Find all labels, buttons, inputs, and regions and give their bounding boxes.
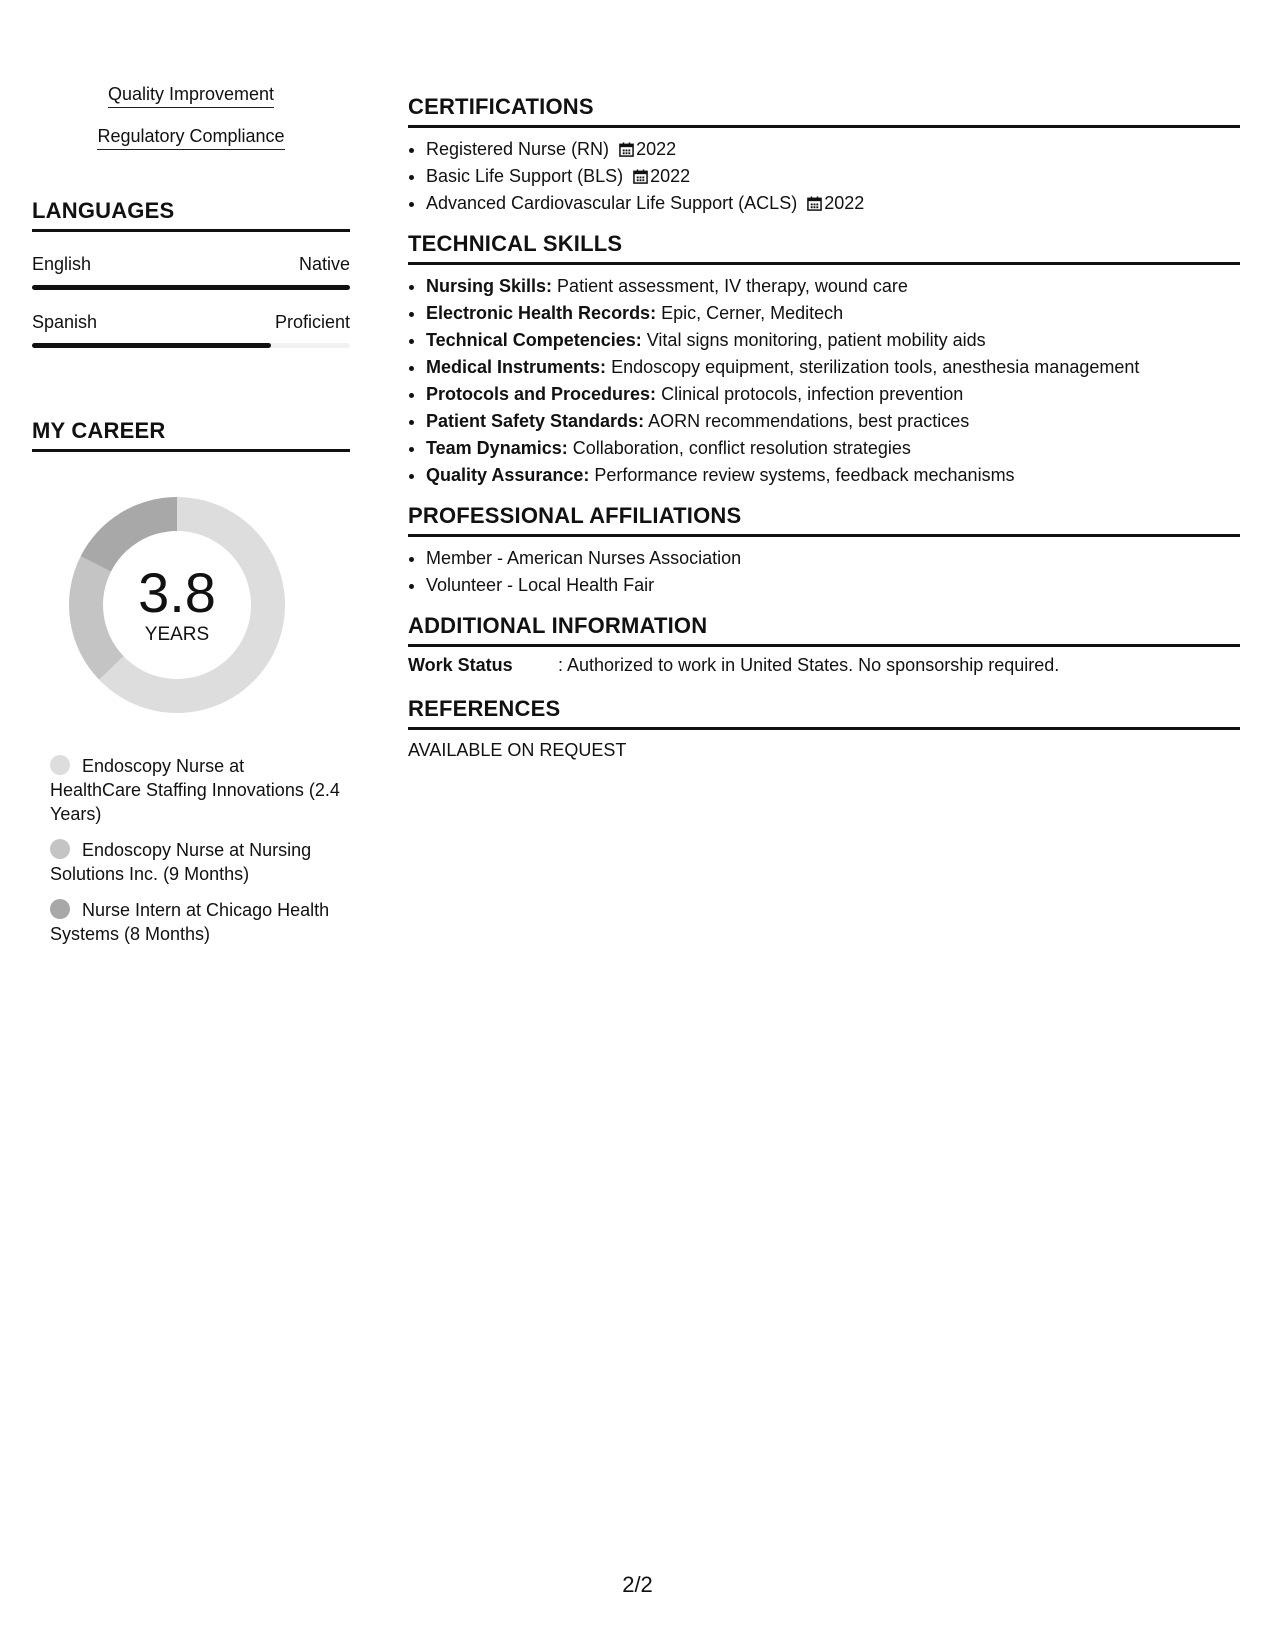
career-donut-chart (62, 490, 292, 720)
career-total-unit: YEARS (144, 624, 210, 645)
section-heading: LANGUAGES (32, 198, 350, 232)
references-section (408, 696, 1240, 761)
legend-dot (50, 755, 70, 775)
career-total-value: 3.8 (138, 561, 216, 624)
section-heading: CERTIFICATIONS (408, 94, 1240, 128)
affiliation-item: • Volunteer - Local Health Fair (426, 572, 1240, 599)
skill-item: • Electronic Health Records: Epic, Cerner, Meditech (426, 300, 1240, 327)
certification-item: • Advanced Cardiovascular Life Support (ACLS) 2022 (426, 190, 1240, 217)
language-item (32, 312, 350, 348)
language-bar (32, 343, 350, 348)
languages-section (32, 198, 350, 348)
legend-dot (50, 899, 70, 919)
skill-item: • Patient Safety Standards: AORN recommendations, best practices (426, 408, 1240, 435)
section-heading: TECHNICAL SKILLS (408, 231, 1240, 265)
work-status-value: : Authorized to work in United States. No sponsorship required. (558, 655, 1060, 675)
affiliations-section (408, 503, 1240, 599)
additional-info-section (408, 613, 1240, 676)
calendar-icon (807, 196, 822, 211)
certification-item: • Registered Nurse (RN) 2022 (426, 136, 1240, 163)
work-status-row (408, 655, 1240, 676)
language-bar (32, 285, 350, 290)
legend-item: Endoscopy Nurse at HealthCare Staffing Innovations (2.4 Years) (50, 756, 340, 824)
skill-item: • Nursing Skills: Patient assessment, IV therapy, wound care (426, 273, 1240, 300)
skill-tag: Quality Improvement (32, 84, 350, 108)
career-legend (50, 754, 340, 946)
language-item (32, 254, 350, 290)
calendar-icon (619, 142, 634, 157)
certification-item: • Basic Life Support (BLS) 2022 (426, 163, 1240, 190)
references-text: AVAILABLE ON REQUEST (408, 740, 627, 760)
affiliation-item: • Member - American Nurses Association (426, 545, 1240, 572)
section-heading: PROFESSIONAL AFFILIATIONS (408, 503, 1240, 537)
language-name: Spanish (32, 312, 98, 332)
section-heading: MY CAREER (32, 418, 350, 452)
certifications-section (408, 94, 1240, 217)
skill-item: • Medical Instruments: Endoscopy equipment, sterilization tools, anesthesia management (426, 354, 1240, 381)
skill-item: • Protocols and Procedures: Clinical protocols, infection prevention (426, 381, 1240, 408)
calendar-icon (633, 169, 648, 184)
skill-item: • Technical Competencies: Vital signs monitoring, patient mobility aids (426, 327, 1240, 354)
language-level: Native (298, 254, 350, 274)
left-column (32, 84, 350, 958)
language-bar-fill (32, 285, 350, 290)
language-name: English (32, 254, 92, 274)
page-number: 2/2 (622, 1572, 653, 1597)
skill-item: • Team Dynamics: Collaboration, conflict resolution strategies (426, 435, 1240, 462)
language-bar-fill (32, 343, 271, 348)
language-level: Proficient (274, 312, 350, 332)
career-section (32, 418, 350, 946)
section-heading: REFERENCES (408, 696, 1240, 730)
section-heading: ADDITIONAL INFORMATION (408, 613, 1240, 647)
skill-item: • Quality Assurance: Performance review systems, feedback mechanisms (426, 462, 1240, 489)
legend-item: Nurse Intern at Chicago Health Systems (8 Months) (50, 900, 330, 944)
work-status-label: Work Status (408, 655, 513, 675)
legend-item: Endoscopy Nurse at Nursing Solutions Inc. (9 Months) (50, 840, 312, 884)
skill-tag: Regulatory Compliance (32, 126, 350, 150)
right-column (408, 94, 1240, 775)
legend-dot (50, 839, 70, 859)
technical-skills-section (408, 231, 1240, 489)
